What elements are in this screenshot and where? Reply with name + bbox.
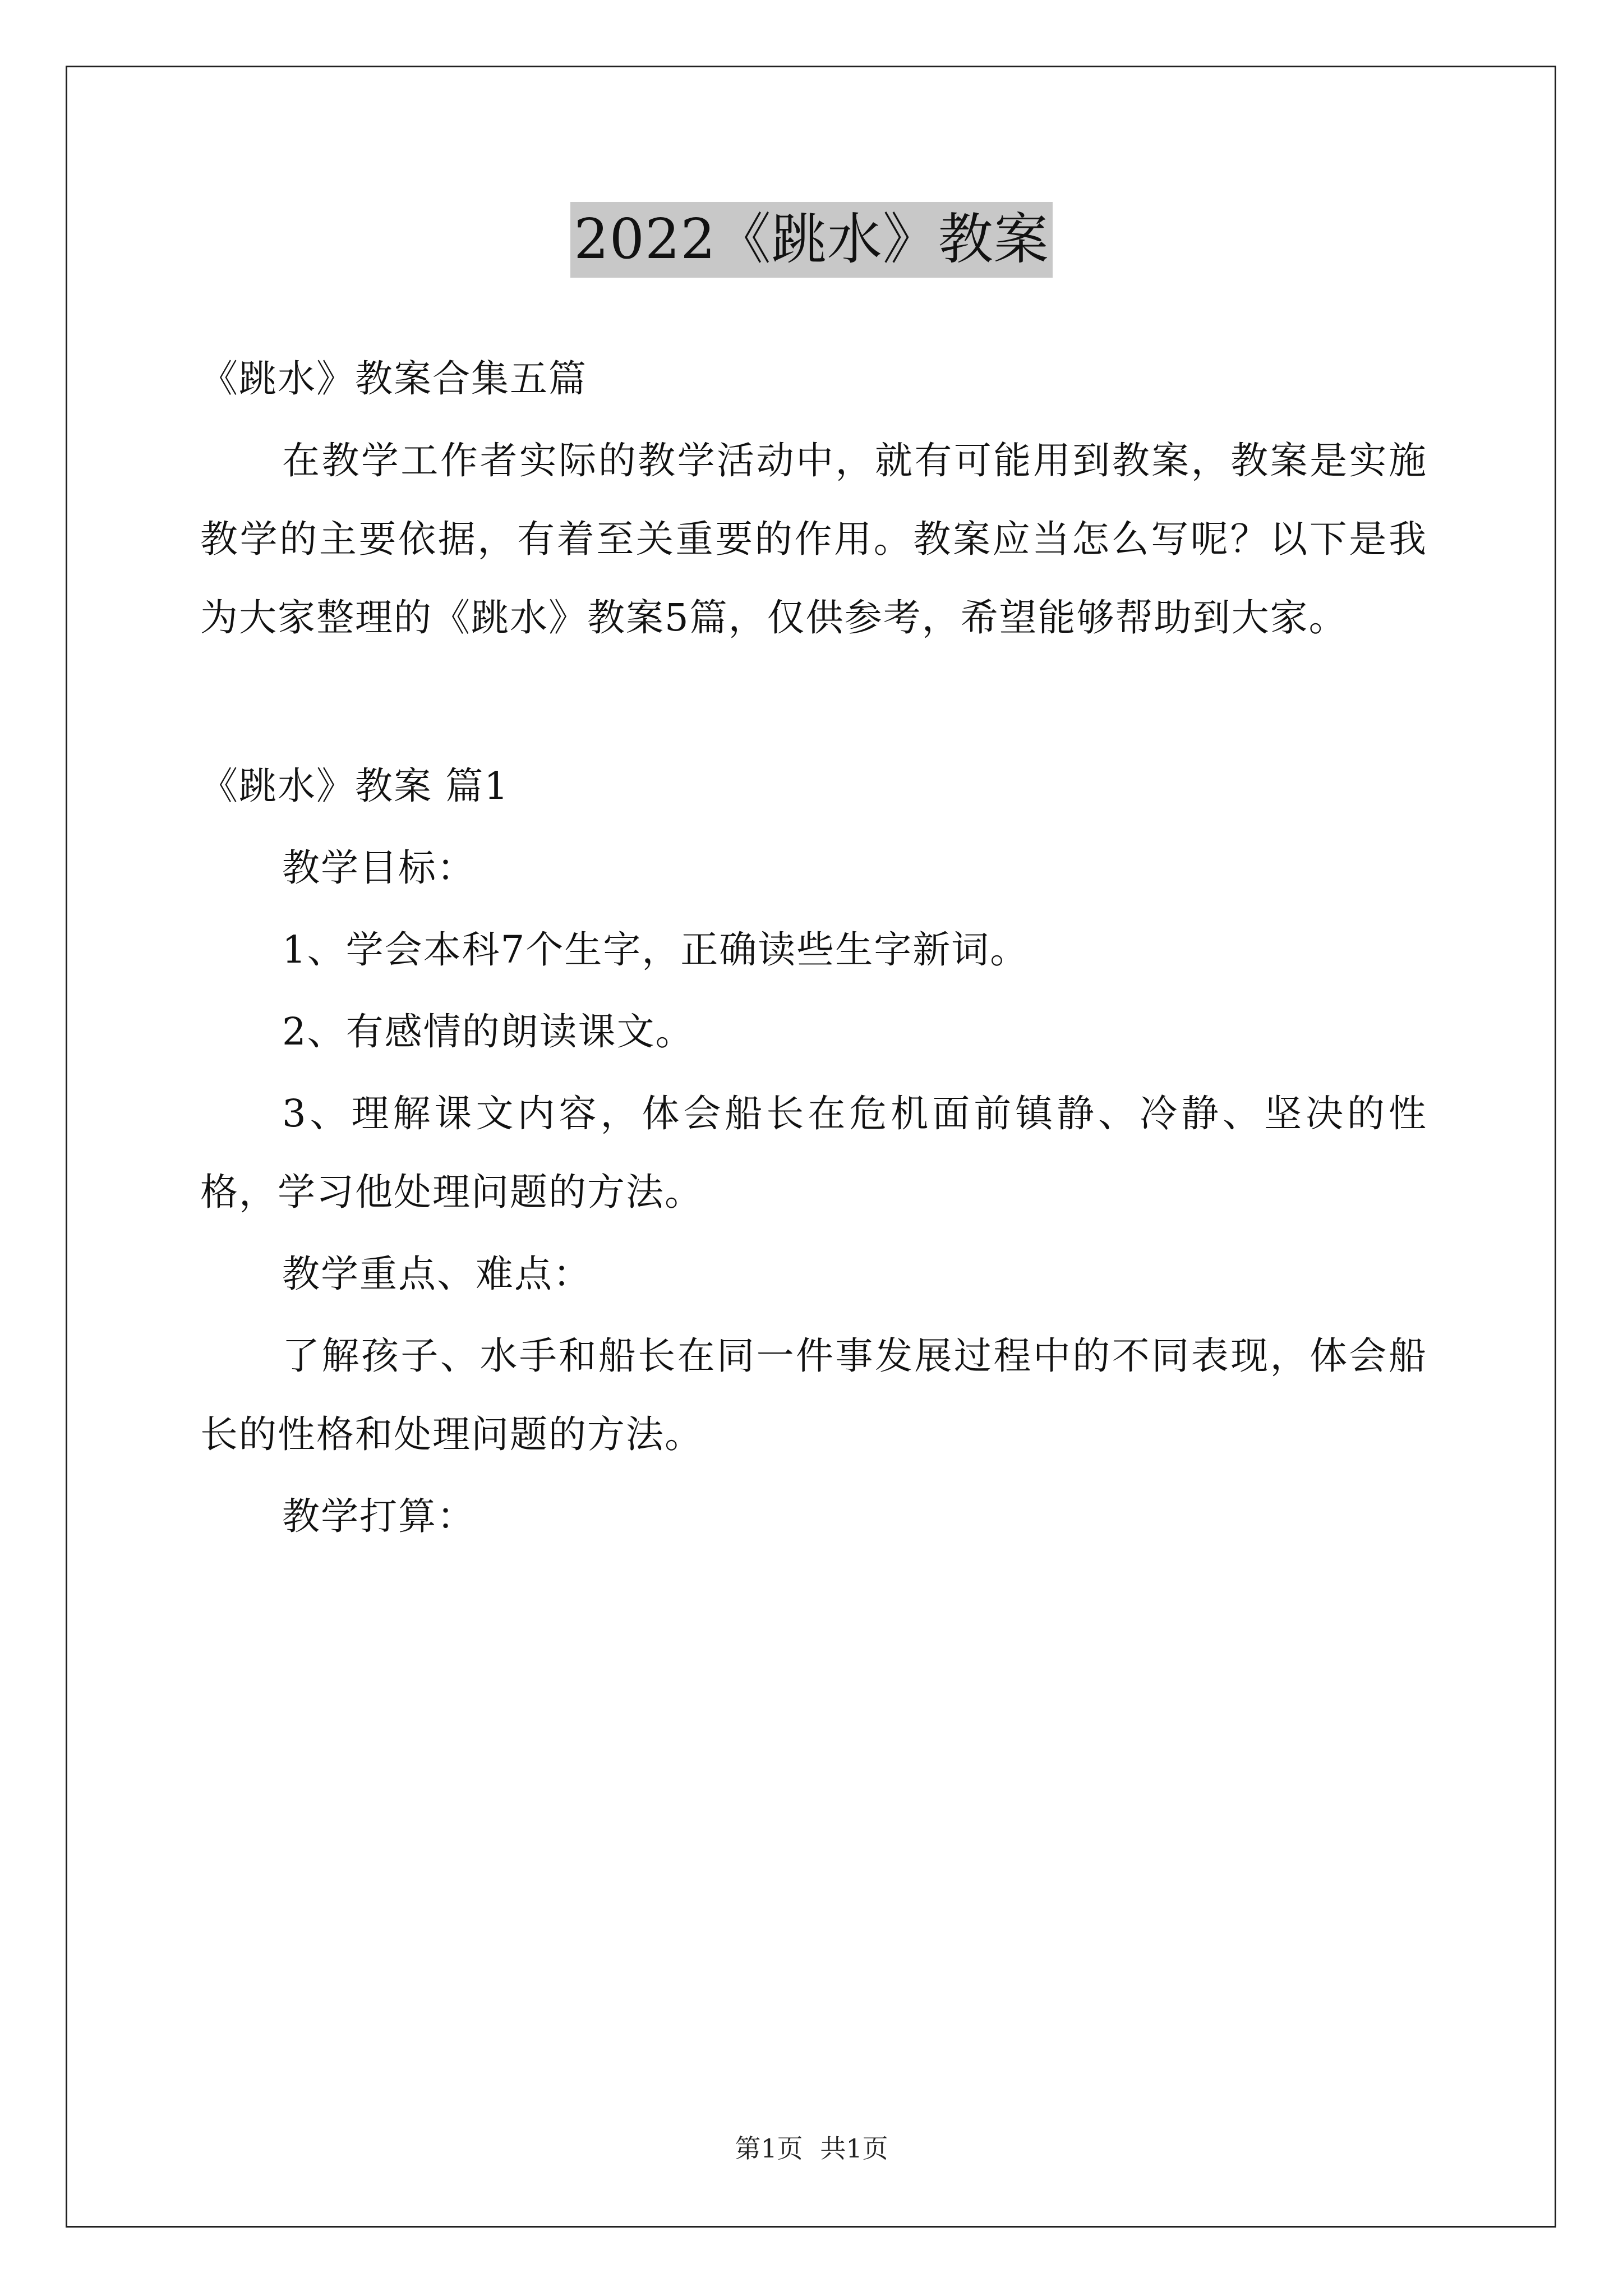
document-title: 2022《跳水》教案 xyxy=(570,202,1052,278)
section-heading: 《跳水》教案 篇1 xyxy=(200,764,509,808)
keypoints-paragraph: 了解孩子、水手和船长在同一件事发展过程中的不同表现，体会船长的性格和处理问题的方法。 xyxy=(200,1334,1427,1456)
intro-paragraph: 在教学工作者实际的教学活动中，就有可能用到教案，教案是实施教学的主要依据，有着至关重要的作用。教案应当怎么写呢？以下是我为大家整理的《跳水》教案5篇，仅供参考，希望能够帮助到大家。 xyxy=(200,439,1427,639)
document-body xyxy=(200,339,1427,1556)
title-wrapper xyxy=(0,202,1623,278)
page-footer xyxy=(0,2132,1623,2165)
subtitle: 《跳水》教案合集五篇 xyxy=(200,357,587,401)
page-number-current: 第1页 xyxy=(735,2133,803,2164)
goals-label: 教学目标： xyxy=(282,846,476,890)
keypoints-label: 教学重点、难点： xyxy=(282,1252,592,1296)
goal-item-2: 2、有感情的朗读课文。 xyxy=(282,1010,694,1053)
prep-label: 教学打算： xyxy=(282,1494,476,1538)
goal-item-3: 3、理解课文内容，体会船长在危机面前镇静、冷静、坚决的性格，学习他处理问题的方法。 xyxy=(200,1092,1427,1214)
page-number-total: 共1页 xyxy=(820,2133,888,2164)
goal-item-1: 1、学会本科7个生字，正确读些生字新词。 xyxy=(282,928,1029,972)
